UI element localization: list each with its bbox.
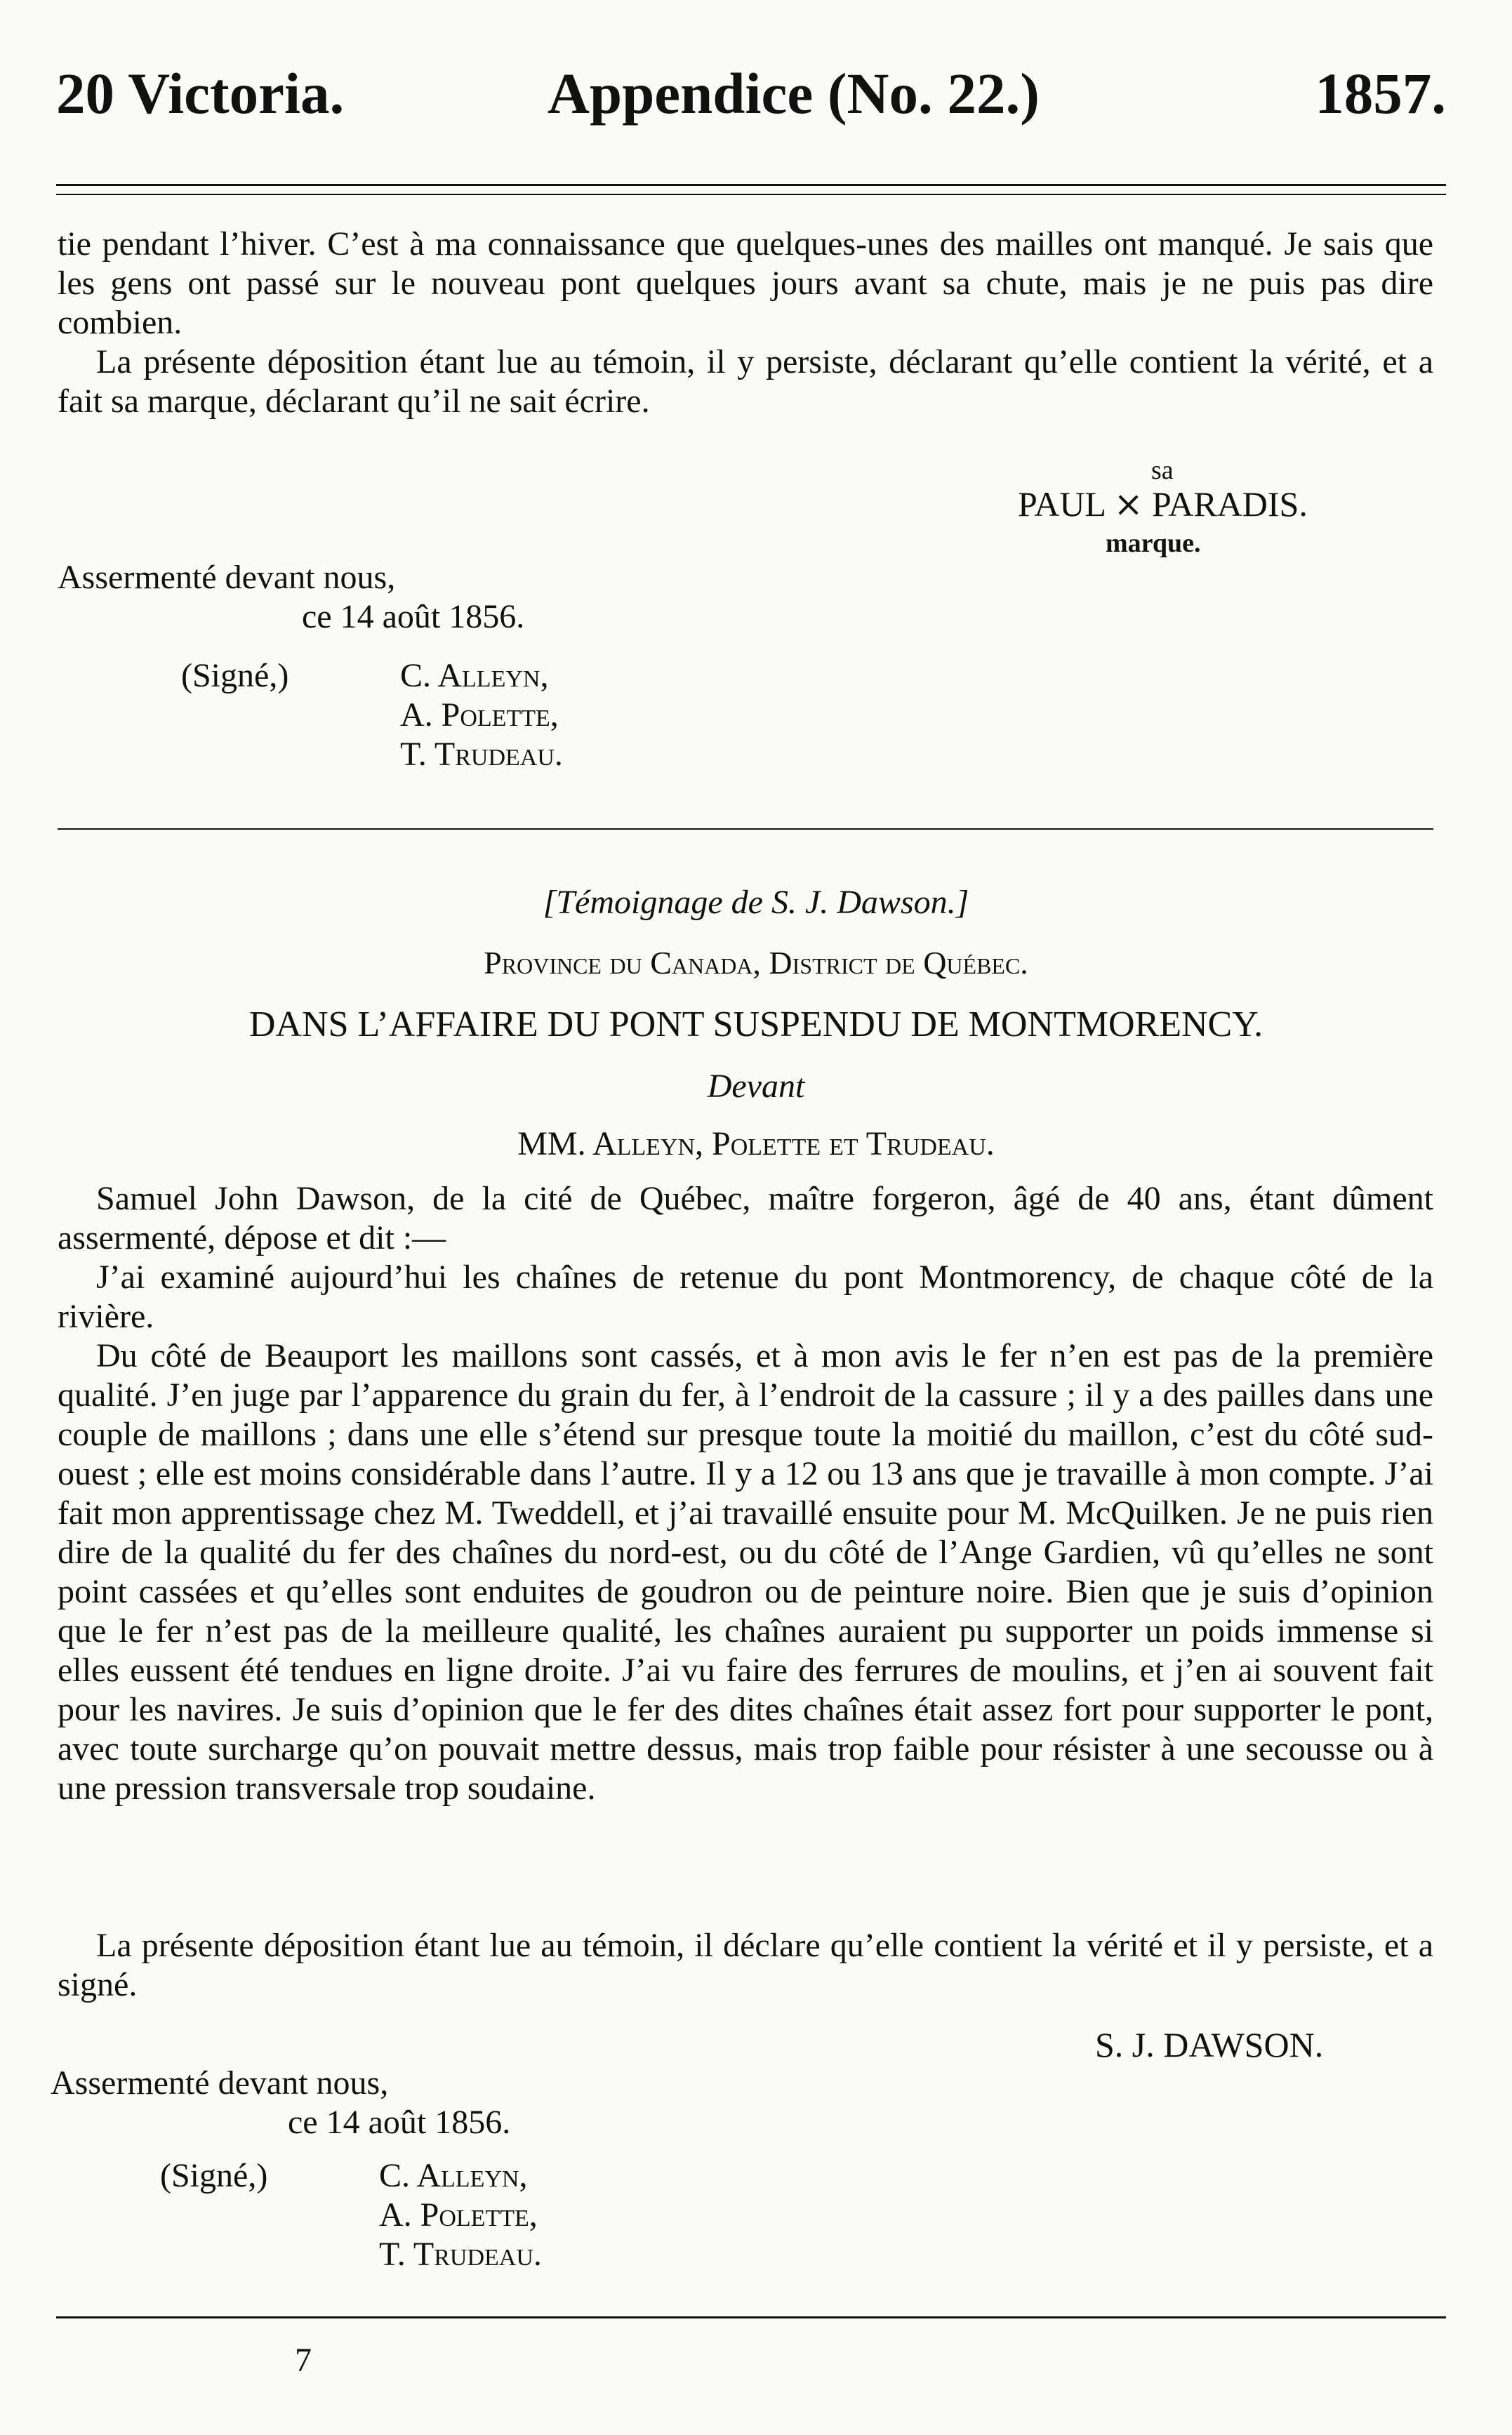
signed-label-1: (Signé,) [181, 657, 289, 694]
sworn-before-2: Assermenté devant nous, [51, 2064, 389, 2102]
signed-label-2: (Signé,) [160, 2157, 268, 2194]
signer-2-trudeau: T. Trudeau. [379, 2236, 542, 2273]
signature-dawson: S. J. DAWSON. [1095, 2025, 1324, 2064]
devant-label: Devant [707, 1068, 805, 1105]
commissioners-line: MM. Alleyn, Polette et Trudeau. [517, 1125, 995, 1162]
header-appendix: Appendice (No. 22.) [548, 61, 1040, 126]
deposition-para-1: J’ai examiné aujourd’hui les chaînes de retenue du pont Montmorency, de chaque côté de la rivière. [58, 1259, 1433, 1335]
section-divider [58, 828, 1433, 830]
mark-signature: PAUL ⨯ PARADIS. [1018, 484, 1308, 524]
paragraph-closing-1: La présente déposition étant lue au témoin, il y persiste, déclarant qu’elle contient la vérité, et a fait sa marque, déclarant qu’il ne sait écrire. [58, 343, 1433, 420]
mark-above: sa [1151, 456, 1174, 485]
province-line: Province du Canada, District de Québec. [484, 945, 1028, 981]
sworn-date-1: ce 14 août 1856. [302, 598, 525, 635]
header-session: 20 Victoria. [56, 61, 345, 126]
mark-below: marque. [1106, 529, 1201, 558]
sworn-date-2: ce 14 août 1856. [288, 2104, 511, 2141]
deposition-para-2: Du côté de Beauport les maillons sont cassés, et à mon avis le fer n’en est pas de la première qualité. J’en juge par l’apparence du grain du fer, à l’endroit de la cassure ; il y a des pailles dans une couple de maillons ; dans une elle s’étend sur presque toute la moitié du maillon, c’est du côté sud-ouest ; elle est moins considérable dans l’autre. Il y a 12 ou 13 ans que je travaille à mon compte. J’ai fait mon apprentissage chez M. Tweddell, et j’ai travaillé ensuite pour M. McQuilken. Je ne puis rien dire de la qualité du fer des chaînes du nord-est, ou du côté de l’Ange Gardien, vû qu’elles ne sont point cassées et qu’elles sont enduites de goudron ou de peinture noire. Bien que je suis d’opinion que le fer n’est pas de la meilleure qualité, les chaînes auraient pu supporter un poids immense si elles eussent été tendues en ligne droite. J’ai vu faire des ferrures de moulins, et j’en ai souvent fait pour les navires. Je suis d’opinion que le fer des dites chaînes était assez fort pour supporter le pont, avec toute surcharge qu’on pouvait mettre dessus, mais trop faible pour résister à une secousse ou à une pression transversale trop soudaine. [58, 1337, 1433, 1807]
deposition-closing: La présente déposition étant lue au témoin, il déclare qu’elle contient la vérité et il y persiste, et a signé. [58, 1927, 1433, 2003]
header-rule-top [56, 184, 1446, 186]
signer-1-trudeau: T. Trudeau. [400, 736, 563, 773]
testimony-title: [Témoignage de S. J. Dawson.] [543, 884, 969, 921]
deposition-intro: Samuel John Dawson, de la cité de Québec, maître forgeron, âgé de 40 ans, étant dûment assermenté, dépose et dit :— [58, 1180, 1433, 1256]
page-number: 7 [295, 2342, 312, 2379]
signer-2-polette: A. Polette, [379, 2196, 538, 2234]
signer-2-alleyn: C. Alleyn, [379, 2157, 528, 2194]
sworn-before-1: Assermenté devant nous, [58, 559, 396, 596]
signer-1-alleyn: C. Alleyn, [400, 657, 549, 694]
running-header [56, 60, 1446, 144]
header-rule-bottom [56, 194, 1446, 195]
paragraph-continued: tie pendant l’hiver. C’est à ma connaissance que quelques-unes des mailles ont manqué. Je sais que les gens ont passé sur le nouveau pont quelques jours avant sa chute, mais je ne puis pas dire combien. [58, 225, 1433, 341]
signer-1-polette: A. Polette, [400, 696, 559, 734]
header-year: 1857. [1315, 61, 1446, 126]
affair-heading: DANS L’AFFAIRE DU PONT SUSPENDU DE MONTMORENCY. [248, 1004, 1264, 1044]
footer-rule [56, 2316, 1446, 2318]
